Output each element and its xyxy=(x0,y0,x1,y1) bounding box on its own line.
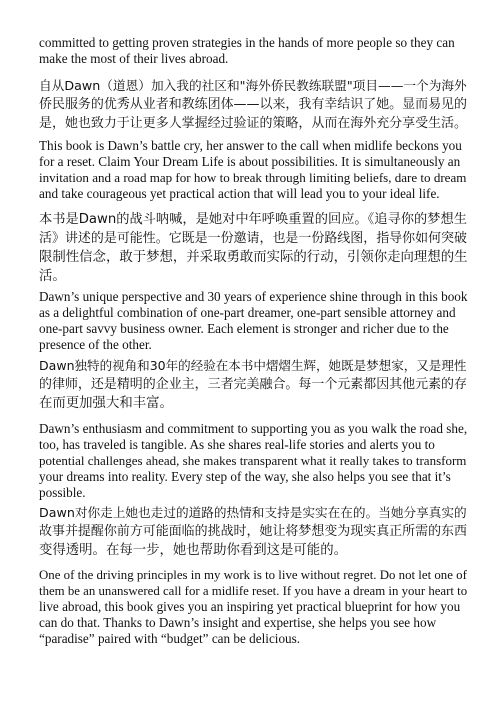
paragraph-en-battle-cry xyxy=(39,138,469,202)
text-line: make the most of their lives abroad. xyxy=(39,51,229,66)
text-line: One of the driving principles in my work is to live without regret. Do not let one of xyxy=(39,568,467,582)
paragraph-zh-perspective xyxy=(39,356,469,413)
text-line: as a delightful combination of one-part dreamer, one-part sensible attorney and xyxy=(39,305,456,320)
text-line: live abroad, this book gives you an inspiring yet practical blueprint for how you xyxy=(39,599,461,614)
paragraph-zh-battle-cry xyxy=(39,210,469,286)
text-line: presence of the other. xyxy=(39,337,152,352)
paragraph-zh-community xyxy=(39,76,469,133)
text-line: 故事并提醒你前方可能面临的挑战时，她让将梦想变为现实真正所需的东西 xyxy=(39,524,467,539)
text-line: 侨民服务的优秀从业者和教练团体——以来，我有幸结识了她。显而易见的 xyxy=(39,97,467,112)
text-line: 在而更加强大和丰富。 xyxy=(39,396,173,411)
text-line: 是，她也致力于让更多人掌握经过验证的策略，从而在海外充分享受生活。 xyxy=(39,116,467,131)
text-line: Dawn’s enthusiasm and commitment to supporting you as you walk the road she, xyxy=(39,421,468,436)
text-line: one-part savvy business owner. Each element is stronger and richer due to the xyxy=(39,321,449,336)
text-line: Dawn’s unique perspective and 30 years of experience shine through in this book xyxy=(39,289,468,304)
text-line: them be an unanswered call for a midlife reset. If you have a dream in your heart to xyxy=(39,584,468,598)
text-line: your dreams into reality. Every step of the way, she also helps you see that it’s xyxy=(39,469,451,484)
text-line: potential challenges ahead, she makes transparent what it really takes to transform xyxy=(39,453,467,468)
text-line: invitation and a road map for how to break through limiting beliefs, dare to dream xyxy=(39,170,467,185)
text-line: 限制性信念，敢于梦想，并采取勇敢而实际的行动，引领你走向理想的生 xyxy=(39,250,468,265)
text-line: committed to getting proven strategies in the hands of more people so they can xyxy=(39,35,455,50)
text-line: 变得透明。在每一步，她也帮助你看到这是可能的。 xyxy=(39,543,347,558)
text-line: This book is Dawn’s battle cry, her answer to the call when midlife beckons you xyxy=(39,138,462,153)
text-line: too, has traveled is tangible. As she shares real-life stories and alerts you to xyxy=(39,437,435,452)
text-line: 的律师，还是精明的企业主，三者完美融合。每一个元素都因其他元素的存 xyxy=(39,377,467,392)
text-line: Dawn对你走上她也走过的道路的热情和支持是实实在在的。当她分享真实的 xyxy=(39,505,467,520)
paragraph-en-perspective xyxy=(39,289,469,353)
text-line: for a reset. Claim Your Dream Life is about possibilities. It is simultaneously an xyxy=(39,154,461,169)
paragraph-en-intro-continuation xyxy=(39,35,469,67)
paragraph-en-enthusiasm xyxy=(39,421,469,501)
text-line: “paradise” paired with “budget” can be delicious. xyxy=(39,631,301,646)
text-line: 本书是Dawn的战斗呐喊，是她对中年呼唤重置的回应。《追寻你的梦想生 xyxy=(39,212,467,227)
text-line: possible. xyxy=(39,485,86,500)
text-line: and take courageous yet practical action that will lead you to your ideal life. xyxy=(39,186,440,201)
paragraph-en-driving-principle xyxy=(39,567,469,647)
text-line: 活》讲述的是可能性。它既是一份邀请，也是一份路线图，指导你如何突破 xyxy=(39,231,467,246)
text-line: Dawn独特的视角和30年的经验在本书中熠熠生辉，她既是梦想家，又是理性 xyxy=(39,358,467,373)
text-line: 自从Dawn（道恩）加入我的社区和"海外侨民教练联盟"项目——一个为海外 xyxy=(39,78,467,93)
text-line: can do that. Thanks to Dawn’s insight and expertise, she helps you see how xyxy=(39,615,437,630)
text-line: 活。 xyxy=(39,269,66,284)
paragraph-zh-enthusiasm xyxy=(39,503,469,560)
